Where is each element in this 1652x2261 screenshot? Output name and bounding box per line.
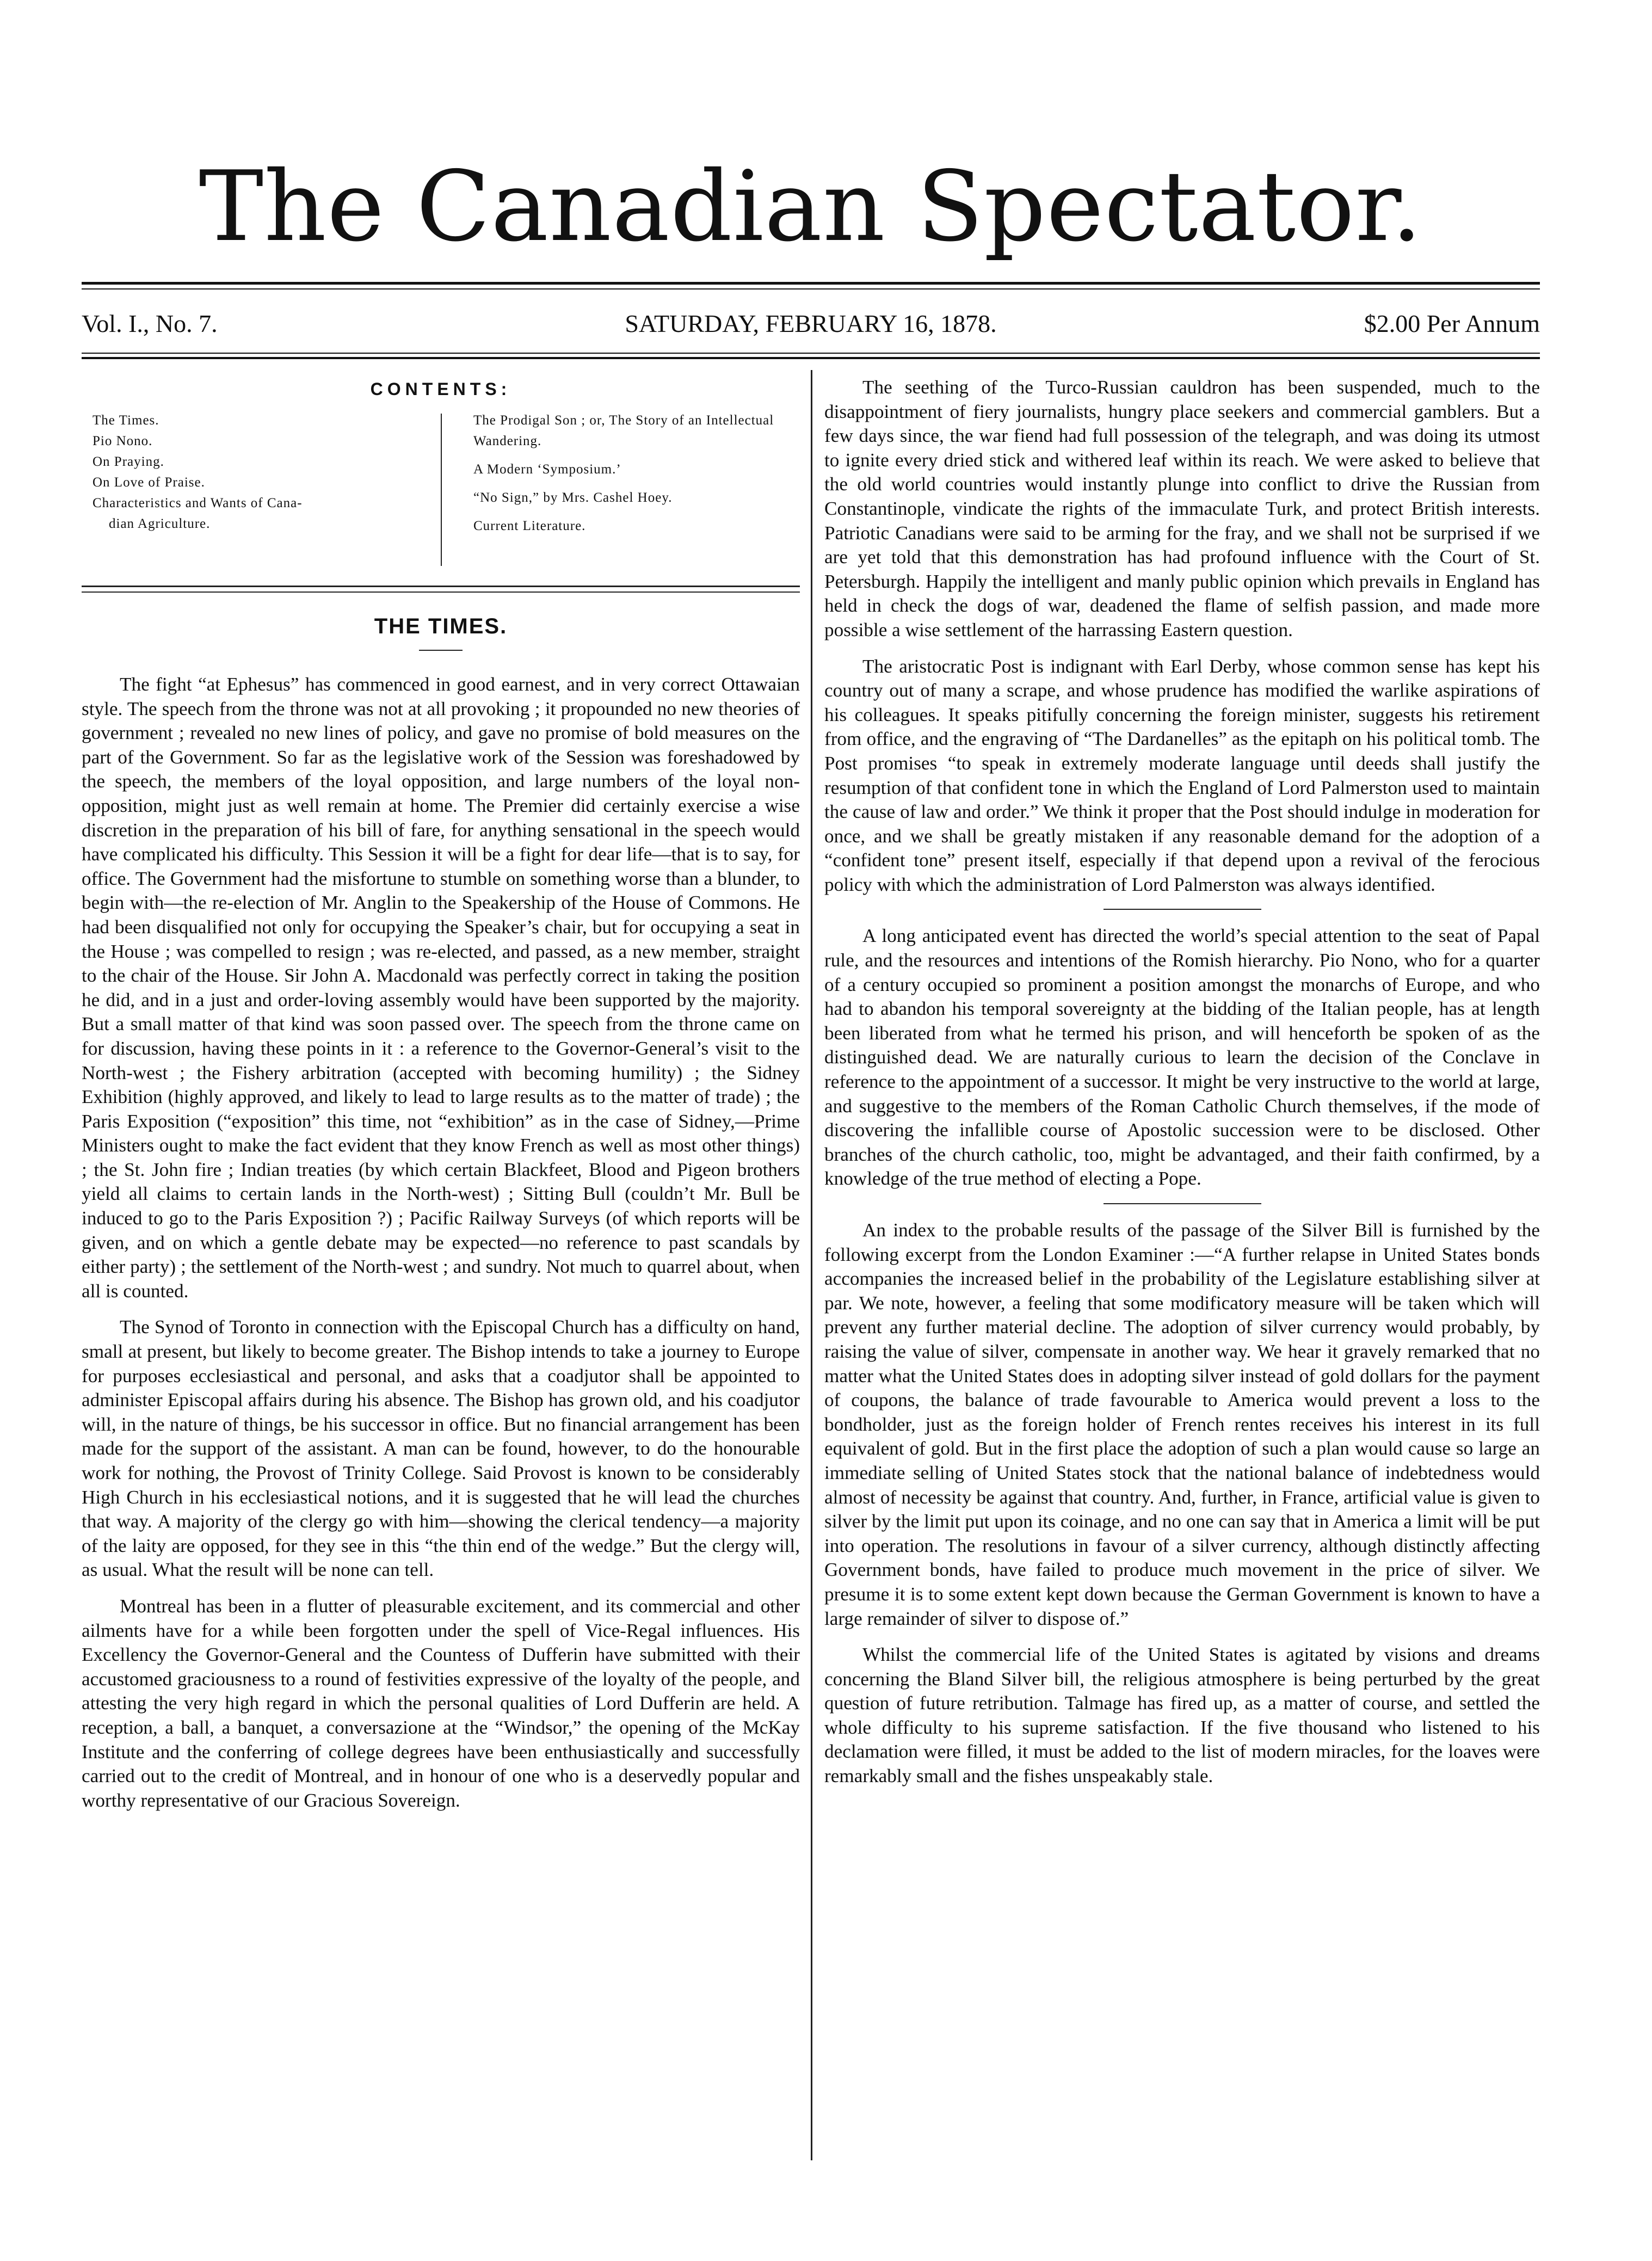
contents-left-list — [93, 410, 430, 534]
contents-item: Characteristics and Wants of Cana- — [93, 496, 303, 510]
contents-rule — [82, 586, 800, 593]
contents-item: The Prodigal Son ; or, The Story of an Intellectual Wandering. — [473, 413, 774, 448]
masthead-rule-top-thin — [82, 288, 1540, 289]
contents-heading: CONTENTS: — [370, 379, 511, 399]
contents-item: dian Agriculture. — [109, 516, 211, 531]
article-paragraph: The Synod of Toronto in connection with the Episcopal Church has a difficulty on hand, small at present, but likely to become greater. The Bishop intends to take a journey to Europe for purposes ecclesiastical and personal, and asks that a coadjutor shall be appointed to administer Episcopal affairs during his absence. The Bishop has grown old, and his coadjutor will, in the nature of things, be his successor in office. But no financial arrangement has been made for the support of the assistant. A man can be found, however, to do the honourable work for nothing, the Provost of Trinity College. Said Provost is known to be considerably High Church in his ecclesiastical notions, and it is suggested that he will lead the churches that way. A majority of the clergy go with him—showing the clerical tendency—a majority of the laity are opposed, for they see in this “the thin end of the wedge.” But the clergy will, as usual. What the result will be none can tell. — [82, 1316, 800, 1581]
contents-item: “No Sign,” by Mrs. Cashel Hoey. — [473, 490, 673, 505]
contents-item: On Praying. — [93, 454, 164, 469]
contents-item: Current Literature. — [473, 519, 586, 533]
contents-item: A Modern ‘Symposium.’ — [473, 462, 621, 477]
section-title: THE TIMES. — [374, 614, 508, 638]
article-paragraph: An index to the probable results of the passage of the Silver Bill is furnished by the following excerpt from the London Examiner :—“A further relapse in United States bonds accompanies the increased belief in the probability of the Legislature establishing silver at par. We note, however, a feeling that some modificatory measure will be taken which will prevent any further material decline. The adoption of silver currency would probably, by raising the value of silver, compensate in another way. We hear it gravely remarked that no matter what the United States does in adopting silver instead of gold dollars for the payment of coupons, the balance of trade favourable to America would prevent a loss to the bondholder, just as the foreign holder of French rentes receives his interest in its full equivalent of gold. But in the first place the adoption of such a plan would cause so large an immediate selling of United States stock that the national balance of indebtedness would almost of necessity be against that country. And, further, in France, artificial value is given to silver by the limit put upon its coinage, and no one can say that in America a limit will be put into operation. The resolutions in favour of a silver currency, although distinctly affecting Government bonds, have failed to produce much movement in the price of silver. We presume it is to some extent kept down because the German Government is known to have a large remainder of silver to dispose of.” — [824, 1219, 1540, 1629]
article-paragraph: A long anticipated event has directed the world’s special attention to the seat of Papal rule, and the resources and intentions of the Romish hierarchy. Pio Nono, who for a quarter of a century occupied so prominent a position amongst the monarchs of Europe, and who had to abandon his temporal sovereignty at the bidding of the Italian people, has at length been liberated from what he termed his prison, and will henceforth be spoken of as the distinguished dead. We are naturally curious to learn the decision of the Conclave in reference to the appointment of a successor. It might be very instructive to the world at large, and suggestive to the members of the Roman Catholic Church themselves, if the mode of discovering the infallible course of Apostolic succession were to be disclosed. Other branches of the church catholic, too, might be advantaged, and their faith confirmed, by a knowledge of the true method of electing a Pope. — [824, 925, 1540, 1190]
paragraph-rule — [1104, 1203, 1261, 1204]
volume-number: Vol. I., No. 7. — [82, 310, 218, 337]
subscription-price: $2.00 Per Annum — [1364, 310, 1540, 337]
contents-item: On Love of Praise. — [93, 475, 205, 490]
issue-rule-top — [82, 353, 1540, 354]
paragraph-rule — [1104, 909, 1261, 910]
article-paragraph: The seething of the Turco-Russian cauldron has been suspended, much to the disappointment of fiery journalists, hungry place seekers and commercial gamblers. But a few days since, the war fiend had full possession of the telegraph, and was doing its utmost to ignite every dried stick and withered leaf within its reach. We were asked to believe that the old world countries would instantly plunge into conflict to drive the Russian from Constantinople, vindicate the rights of the immaculate Turk, and protect British interests. Patriotic Canadians were said to be arming for the fray, and we shall not be surprised if we are yet told that this demonstration has had profound influence with the Court of St. Petersburgh. Happily the intelligent and manly public opinion which prevails in England has held in check the dogs of war, deadened the flame of selfish passion, and made more possible a wise settlement of the harrassing Eastern question. — [824, 377, 1540, 640]
contents-separator — [441, 414, 442, 566]
article-paragraph: Montreal has been in a flutter of pleasurable excitement, and its commercial and other ailments have for a while been forgotten under the spell of Vice-Regal influences. His Excellency the Governor-General and the Countess of Dufferin have submitted with their accustomed graciousness to a round of festivities expressive of the loyalty of the people, and attesting the very high regard in which the personal qualities of Lord Dufferin are held. A reception, a ball, a banquet, a conversazione at the “Windsor,” the opening of the McKay Institute and the conferring of college degrees have been enthusiastically and successfully carried out to the credit of Montreal, and in honour of one who is a deservedly popular and worthy representative of our Gracious Sovereign. — [82, 1595, 800, 1811]
column-divider — [811, 370, 812, 2160]
issue-rule-bottom — [82, 357, 1540, 359]
issue-line — [82, 305, 1540, 343]
contents-item: Pio Nono. — [93, 434, 153, 448]
contents-box — [82, 410, 800, 579]
masthead-title: The Canadian Spectator. — [199, 150, 1423, 263]
article-paragraph: Whilst the commercial life of the United States is agitated by visions and dreams concerning the Bland Silver bill, the religious atmosphere is being perturbed by the great question of future retribution. Talmage has fired up, as a matter of course, and settled the whole difficulty to his supreme satisfaction. If the five thousand who listened to his declamation were filled, it must be added to the list of modern miracles, for the loaves were remarkably small and the fishes unspeakably stale. — [824, 1644, 1540, 1787]
title-rule — [419, 650, 463, 651]
contents-right-list — [473, 410, 800, 544]
contents-item: The Times. — [93, 413, 159, 428]
article-paragraph: The fight “at Ephesus” has commenced in good earnest, and in very correct Ottawaian style. The speech from the throne was not at all provoking ; it propounded no new theories of government ; revealed no new lines of policy, and gave no promise of bold measures on the part of the Government. So far as the legislative work of the Session was foreshadowed by the speech, the members of the loyal opposition, and large numbers of the loyal non-opposition, might just as well remain at home. The Premier did certainly exercise a wise discretion in the preparation of his bill of fare, for anything sensational in the speech would have complicated his difficulty. This Session it will be a fight for dear life—that is to say, for office. The Government had the misfortune to stumble on something worse than a blunder, to begin with—the re-election of Mr. Anglin to the Speakership of the House of Commons. He had been disqualified not only for occupying the Speaker’s chair, but for occupying a seat in the House ; was compelled to resign ; was re-elected, and passed, as a new member, straight to the chair of the House. Sir John A. Macdonald was perfectly correct in taking the position he did, and in a just and order-loving assembly would have been supported by the majority. But a small matter of that kind was soon passed over. The speech from the throne came on for discussion, having these points in it : a reference to the Governor-General’s visit to the North-west ; the Fishery arbitration (accepted with becoming humility) ; the Sidney Exhibition (highly approved, and likely to lead to large results as to the matter of trade) ; the Paris Exposition (“exposition” this time, not “exhibition” as in the case of Sidney,—Prime Ministers ought to make the fact evident that they know French as well as most other things) ; the St. John fire ; Indian treaties (by which certain Blackfeet, Blood and Pigeon brothers yield all claims to certain lands in the North-west) ; Sitting Bull (couldn’t Mr. Bull be induced to go to the Paris Exposition ?) ; Pacific Railway Surveys (of which reports will be given, and on which a gentle debate may be expected—no reference to past scandals by either party) ; the settlement of the North-west ; and sundry. Not much to quarrel about, when all is counted. — [82, 674, 800, 1302]
issue-date: SATURDAY, FEBRUARY 16, 1878. — [625, 310, 997, 337]
masthead-rule-top — [82, 282, 1540, 285]
article-paragraph: The aristocratic Post is indignant with Earl Derby, whose common sense has kept his country out of many a scrape, and whose prudence has modified the warlike aspirations of his colleagues. It speaks pitifully concerning the foreign minister, suggests his retirement from office, and the engraving of “The Dardanelles” as the epitaph on his political tomb. The Post promises “to speak in extremely moderate language until deeds shall justify the resumption of that confident tone in which the England of Lord Palmerston used to maintain the cause of law and order.” We think it proper that the Post should indulge in moderation for once, and we shall be greatly mistaken if any reasonable demand for the adoption of a “confident tone” present itself, especially if that depend upon a revival of the ferocious policy with which the administration of Lord Palmerston was always identified. — [824, 655, 1540, 895]
right-column — [824, 375, 1540, 1801]
left-column — [82, 375, 800, 1825]
